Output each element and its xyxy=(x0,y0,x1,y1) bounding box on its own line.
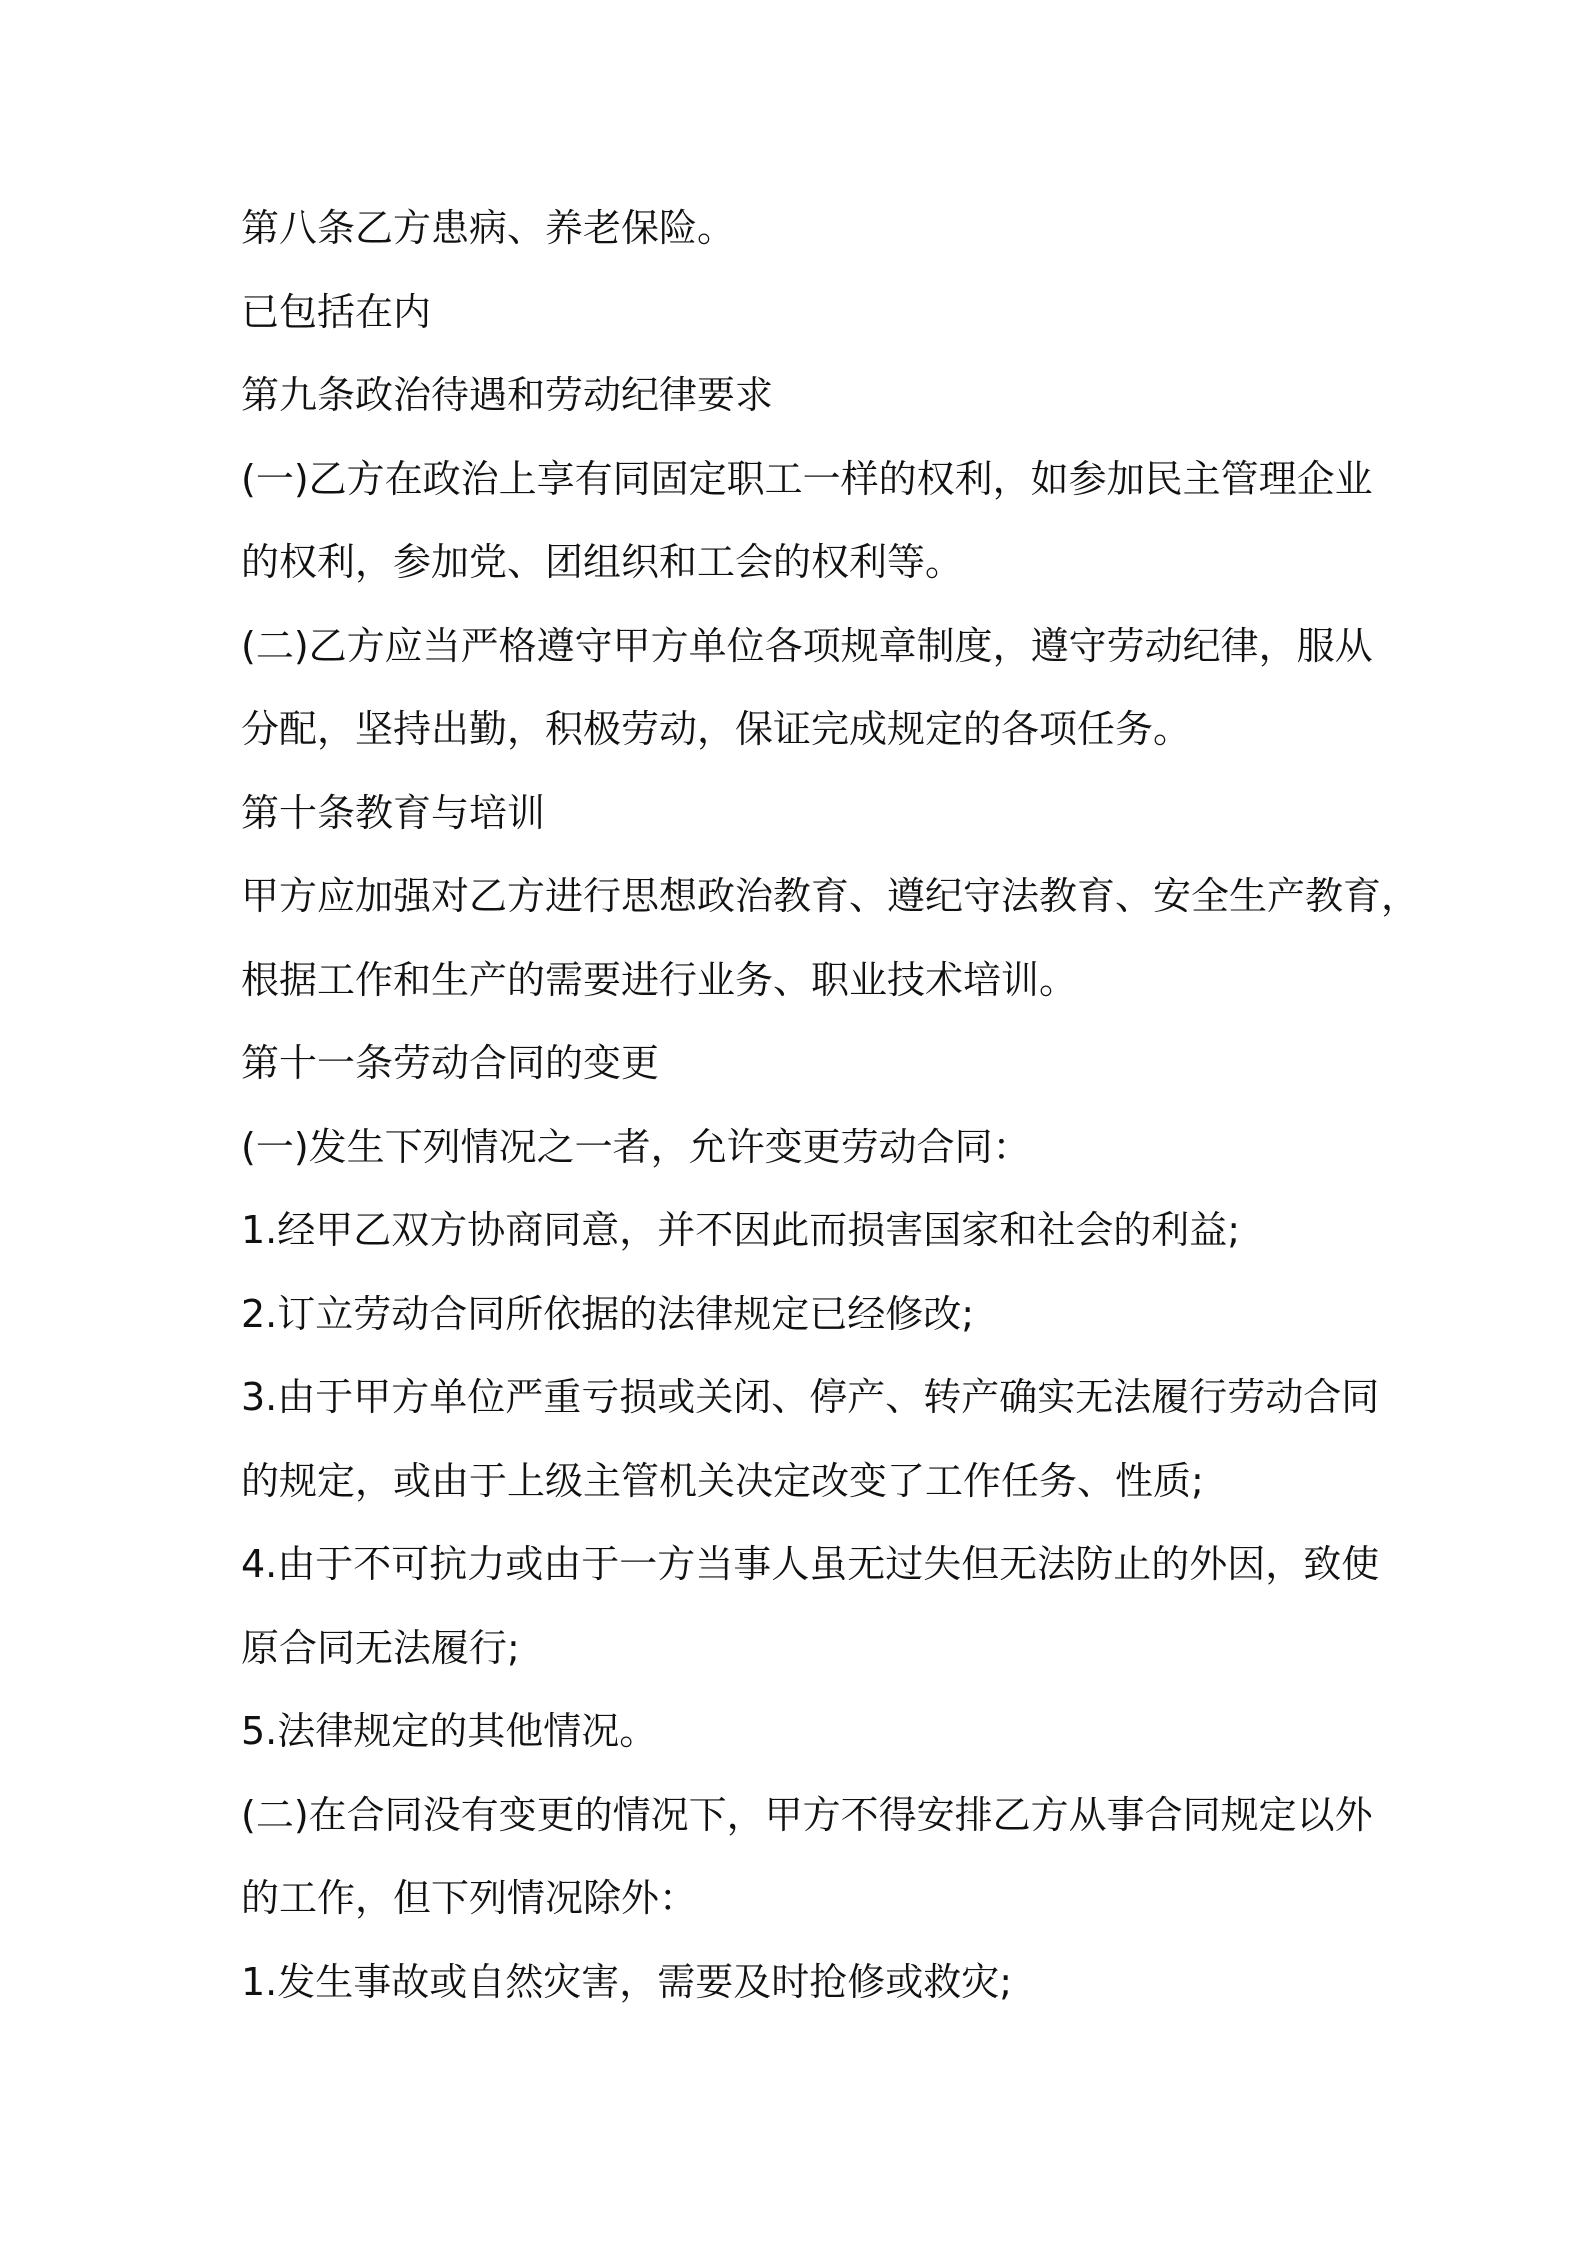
text-line: (二)在合同没有变更的情况下，甲方不得安排乙方从事合同规定以外 xyxy=(241,1792,1373,1837)
text-line-article-9: 第九条政治待遇和劳动纪律要求 xyxy=(241,373,774,417)
text-line: 1.发生事故或自然灾害，需要及时抢修或救灾; xyxy=(241,1959,1013,2004)
text-line: 3.由于甲方单位严重亏损或关闭、停产、转产确实无法履行劳动合同 xyxy=(241,1375,1380,1419)
text-line: (一)发生下列情况之一者，允许变更劳动合同： xyxy=(241,1124,1031,1169)
text-line: 已包括在内 xyxy=(241,289,432,334)
text-line: (二)乙方应当严格遵守甲方单位各项规章制度，遵守劳动纪律，服从 xyxy=(241,623,1373,668)
text-line: 的工作，但下列情况除外： xyxy=(241,1876,698,1920)
text-line: (一)乙方在政治上享有同固定职工一样的权利，如参加民主管理企业 xyxy=(241,456,1373,501)
text-line: 的规定，或由于上级主管机关决定改变了工作任务、性质; xyxy=(241,1458,1204,1503)
text-line: 的权利，参加党、团组织和工会的权利等。 xyxy=(241,540,964,584)
document-body xyxy=(241,196,1420,2033)
text-line-article-10: 第十条教育与培训 xyxy=(241,790,546,835)
text-line: 2.订立劳动合同所依据的法律规定已经修改; xyxy=(241,1291,975,1336)
text-line: 原合同无法履行; xyxy=(241,1625,520,1670)
text-line: 甲方应加强对乙方进行思想政治教育、遵纪守法教育、安全生产教育， xyxy=(241,874,1420,918)
text-line-article-11: 第十一条劳动合同的变更 xyxy=(241,1041,660,1085)
text-line: 根据工作和生产的需要进行业务、职业技术培训。 xyxy=(241,957,1078,1002)
text-line: 4.由于不可抗力或由于一方当事人虽无过失但无法防止的外因，致使 xyxy=(241,1542,1380,1586)
text-line-article-8: 第八条乙方患病、养老保险。 xyxy=(241,206,736,250)
text-line: 分配，坚持出勤，积极劳动，保证完成规定的各项任务。 xyxy=(241,707,1192,751)
text-line: 1.经甲乙双方协商同意，并不因此而损害国家和社会的利益; xyxy=(241,1208,1241,1252)
text-line: 5.法律规定的其他情况。 xyxy=(241,1709,658,1753)
